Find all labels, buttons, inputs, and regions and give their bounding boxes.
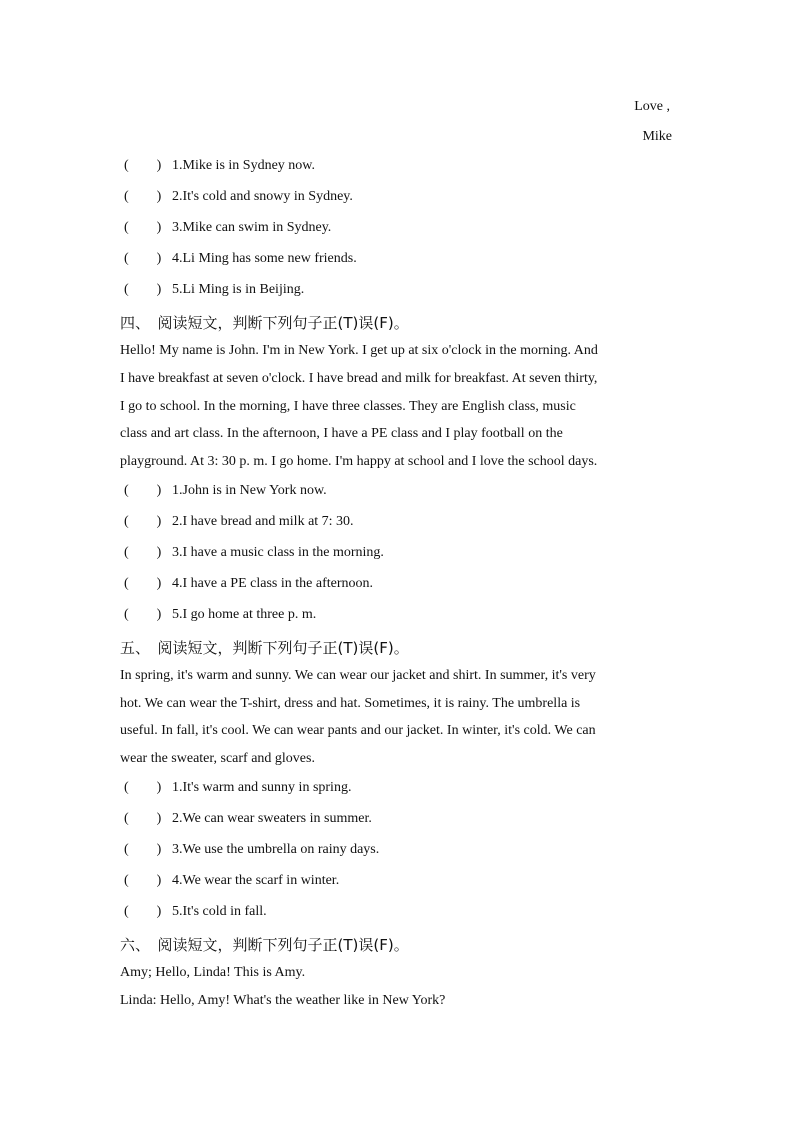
section-heading	[120, 934, 409, 955]
question-text: 1.John is in New York now.	[172, 483, 327, 498]
section-instruction: 阅读短文，判断下列句子正(T)误(F)。	[157, 314, 409, 332]
answer-blank[interactable]: ( )	[124, 158, 162, 173]
answer-blank[interactable]: ( )	[124, 873, 162, 888]
passage-line: I have breakfast at seven o'clock. I have bread and milk for breakfast. At seven thirty,	[120, 371, 598, 386]
answer-blank[interactable]: ( )	[124, 545, 162, 560]
question-item	[124, 842, 379, 858]
question-text: 5.I go home at three p. m.	[172, 607, 317, 622]
answer-blank[interactable]: ( )	[124, 483, 162, 498]
passage-line: playground. At 3: 30 p. m. I go home. I'm happy at school and I love the school days.	[120, 454, 598, 469]
question-text: 4.I have a PE class in the afternoon.	[172, 576, 373, 591]
answer-blank[interactable]: ( )	[124, 282, 162, 297]
question-text: 2.It's cold and snowy in Sydney.	[172, 189, 353, 204]
passage-line: class and art class. In the afternoon, I have a PE class and I play football on the	[120, 426, 563, 441]
question-item	[124, 220, 331, 236]
passage-line: wear the sweater, scarf and gloves.	[120, 751, 315, 766]
section-number: 四、	[120, 314, 151, 332]
answer-blank[interactable]: ( )	[124, 251, 162, 266]
question-text: 2.I have bread and milk at 7: 30.	[172, 514, 354, 529]
question-item	[124, 576, 373, 592]
closing-love: Love ,	[634, 99, 670, 114]
answer-blank[interactable]: ( )	[124, 607, 162, 622]
question-item	[124, 873, 339, 889]
question-item	[124, 483, 327, 499]
question-text: 3.Mike can swim in Sydney.	[172, 220, 332, 235]
question-text: 5.It's cold in fall.	[172, 904, 267, 919]
answer-blank[interactable]: ( )	[124, 220, 162, 235]
answer-blank[interactable]: ( )	[124, 842, 162, 857]
question-text: 3.I have a music class in the morning.	[172, 545, 384, 560]
question-item	[124, 514, 354, 530]
passage-line: Hello! My name is John. I'm in New York. I get up at six o'clock in the morning. And	[120, 343, 598, 358]
answer-blank[interactable]: ( )	[124, 904, 162, 919]
question-text: 5.Li Ming is in Beijing.	[172, 282, 305, 297]
question-item	[124, 282, 304, 298]
answer-blank[interactable]: ( )	[124, 189, 162, 204]
answer-blank[interactable]: ( )	[124, 576, 162, 591]
question-item	[124, 811, 372, 827]
question-item	[124, 545, 384, 561]
question-text: 4.We wear the scarf in winter.	[172, 873, 340, 888]
question-item	[124, 904, 267, 920]
question-text: 1.It's warm and sunny in spring.	[172, 780, 352, 795]
question-text: 4.Li Ming has some new friends.	[172, 251, 357, 266]
dialogue-line: Amy; Hello, Linda! This is Amy.	[120, 965, 306, 980]
question-text: 1.Mike is in Sydney now.	[172, 158, 315, 173]
passage-line: In spring, it's warm and sunny. We can wear our jacket and shirt. In summer, it's very	[120, 668, 596, 683]
section-instruction: 阅读短文，判断下列句子正(T)误(F)。	[157, 936, 409, 954]
answer-blank[interactable]: ( )	[124, 811, 162, 826]
closing-name: Mike	[642, 129, 672, 144]
section-heading	[120, 312, 409, 333]
dialogue-line: Linda: Hello, Amy! What's the weather like in New York?	[120, 993, 446, 1008]
section-instruction: 阅读短文，判断下列句子正(T)误(F)。	[157, 639, 409, 657]
question-item	[124, 780, 351, 796]
answer-blank[interactable]: ( )	[124, 514, 162, 529]
section-number: 五、	[120, 639, 151, 657]
question-item	[124, 607, 316, 623]
passage-line: hot. We can wear the T-shirt, dress and hat. Sometimes, it is rainy. The umbrella is	[120, 696, 581, 711]
question-item	[124, 189, 353, 205]
question-item	[124, 251, 357, 267]
question-text: 3.We use the umbrella on rainy days.	[172, 842, 380, 857]
question-text: 2.We can wear sweaters in summer.	[172, 811, 372, 826]
passage-line: I go to school. In the morning, I have three classes. They are English class, music	[120, 399, 576, 414]
section-heading	[120, 637, 409, 658]
passage-line: useful. In fall, it's cool. We can wear pants and our jacket. In winter, it's cold. We can	[120, 723, 596, 738]
section-number: 六、	[120, 936, 151, 954]
answer-blank[interactable]: ( )	[124, 780, 162, 795]
question-item	[124, 158, 315, 174]
